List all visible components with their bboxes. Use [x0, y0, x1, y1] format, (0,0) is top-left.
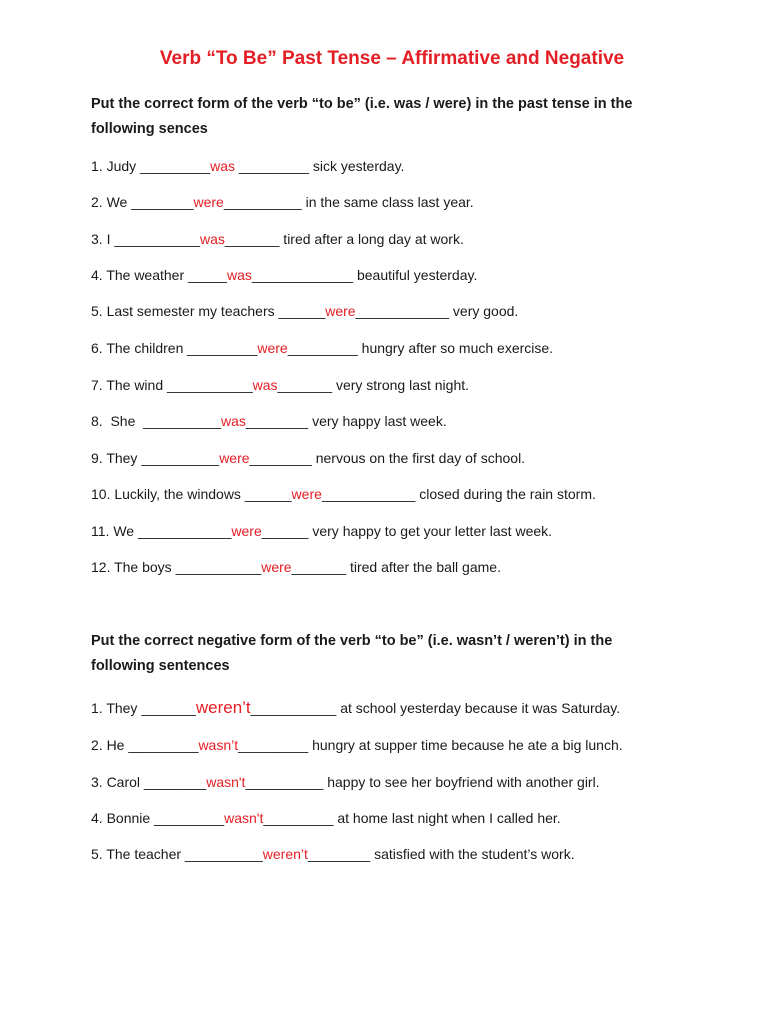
sentence-start: 11. We ____________	[91, 523, 232, 539]
sentence-start: 12. The boys ___________	[91, 559, 262, 575]
exercise-line	[91, 267, 477, 283]
sentence-start: 2. We ________	[91, 194, 194, 210]
answer: was	[221, 413, 246, 429]
exercise-line	[91, 486, 596, 502]
exercise-line	[91, 737, 623, 753]
sentence-end: _______ very strong last night.	[277, 377, 470, 393]
section1-instruction: Put the correct form of the verb “to be” (i.e. was / were) in the past tense in the following sences	[91, 96, 633, 137]
answer: was	[210, 158, 236, 174]
sentence-end: ________ satisfied with the student’s work.	[307, 846, 575, 862]
sentence-start: 7. The wind ___________	[91, 377, 253, 393]
answer: weren’t	[262, 846, 308, 862]
exercise-line	[91, 158, 404, 174]
sentence-start: 10. Luckily, the windows ______	[91, 486, 292, 502]
sentence-start: 4. Bonnie _________	[91, 810, 225, 826]
sentence-start: 4. The weather _____	[91, 267, 227, 283]
section2-instruction: Put the correct negative form of the verb “to be” (i.e. wasn’t / weren’t) in the following sentences	[91, 633, 613, 674]
exercise-line	[91, 303, 518, 319]
sentence-start: 8. She __________	[91, 413, 222, 429]
page-title: Verb “To Be” Past Tense – Affirmative and Negative	[159, 48, 625, 69]
exercise-line	[91, 523, 552, 539]
sentence-end: ____________ closed during the rain storm.	[321, 486, 596, 502]
answer: were	[261, 559, 292, 575]
sentence-end: _________ hungry after so much exercise.	[287, 340, 554, 356]
answer: were	[291, 486, 322, 502]
sentence-start: 2. He _________	[91, 737, 199, 753]
answer: was	[200, 231, 225, 247]
answer: weren’t	[195, 698, 251, 717]
sentence-end: ______ very happy to get your letter last week.	[261, 523, 553, 539]
sentence-end: _________ hungry at supper time because he ate a big lunch.	[238, 737, 623, 753]
exercise-line	[91, 194, 474, 210]
sentence-start: 6. The children _________	[91, 340, 258, 356]
exercise-line	[91, 377, 469, 393]
sentence-end: _________ sick yesterday.	[235, 158, 405, 174]
sentence-end: _________ at home last night when I called her.	[263, 810, 561, 826]
answer: were	[219, 450, 250, 466]
answer: were	[257, 340, 288, 356]
exercise-line	[91, 698, 620, 718]
sentence-start: 5. Last semester my teachers ______	[91, 303, 326, 319]
sentence-end: _____________ beautiful yesterday.	[251, 267, 478, 283]
answer: wasn't	[224, 810, 264, 826]
exercise-line	[91, 774, 600, 790]
answer: were	[193, 194, 224, 210]
answer: were	[325, 303, 356, 319]
sentence-end: ________ nervous on the first day of school.	[249, 450, 526, 466]
sentence-end: __________ happy to see her boyfriend with another girl.	[245, 774, 600, 790]
exercise-line	[91, 559, 501, 575]
sentence-start: 1. Judy _________	[91, 158, 211, 174]
answer: were	[231, 523, 262, 539]
sentence-end: ___________ at school yesterday because it was Saturday.	[250, 700, 621, 716]
exercise-line	[91, 810, 561, 826]
exercise-line	[91, 340, 553, 356]
sentence-end: __________ in the same class last year.	[223, 194, 474, 210]
sentence-start: 1. They _______	[91, 700, 196, 716]
sentence-end: _______ tired after a long day at work.	[224, 231, 464, 247]
sentence-start: 3. Carol ________	[91, 774, 207, 790]
answer: wasn’t	[198, 737, 239, 753]
answer: was	[252, 377, 278, 393]
sentence-end: _______ tired after the ball game.	[291, 559, 501, 575]
sentence-start: 3. I ___________	[91, 231, 200, 247]
exercise-line	[91, 450, 525, 466]
exercise-line	[91, 846, 575, 862]
sentence-start: 9. They __________	[91, 450, 220, 466]
sentence-end: ________ very happy last week.	[245, 413, 447, 429]
sentence-start: 5. The teacher __________	[91, 846, 263, 862]
answer: wasn't	[206, 774, 246, 790]
exercise-line	[91, 413, 447, 429]
exercise-line	[91, 231, 464, 247]
answer: was	[226, 267, 252, 283]
sentence-end: ____________ very good.	[355, 303, 519, 319]
